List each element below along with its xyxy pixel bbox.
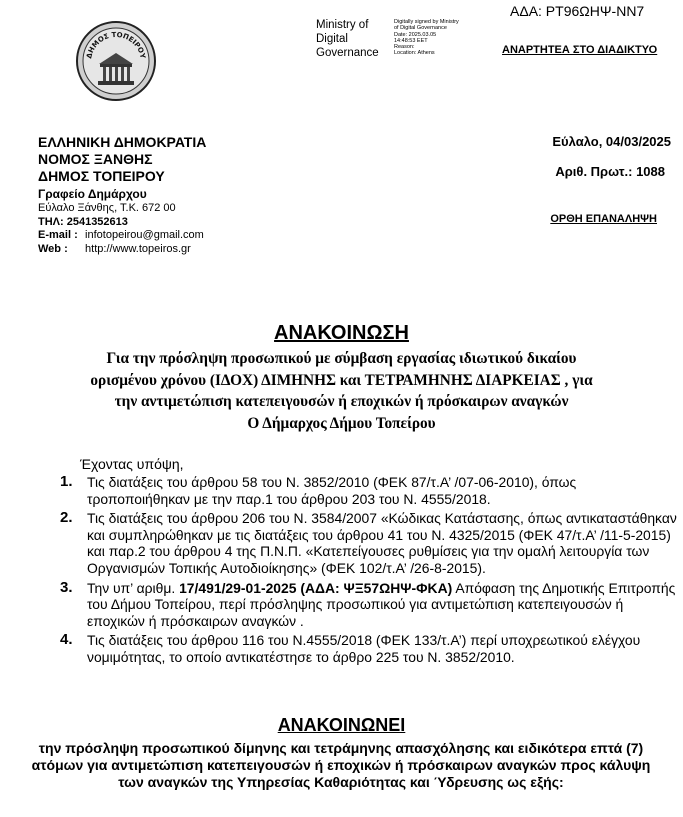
decision-reference: 17/491/29-01-2025 (ΑΔΑ: ΨΞ57ΩΗΨ-ΦΚΑ)	[179, 579, 453, 596]
correction-notice: ΟΡΘΗ ΕΠΑΝΑΛΗΨΗ	[550, 213, 657, 225]
item-number: 3.	[60, 578, 73, 596]
web-link[interactable]: http://www.topeiros.gr	[82, 242, 191, 255]
issuer-line: ΔΗΜΟΣ ΤΟΠΕΙΡΟΥ	[38, 168, 165, 184]
item-text: Τις διατάξεις του άρθρου 206 του Ν. 3584/2007 «Κώδικας Κατάστασης, όπως αντικαταστάθηκαν και συμπληρώθηκαν με τις διατάξεις του άρθρου 41 του Ν. 4325/2015 (ΦΕΚ 47/τ.Α’ /11-5-2015) και παρ.2 του άρθρου 4 της Π.Ν.Π. «Κατεπείγουσες ρυθμίσεις για την ομαλή λειτουργία των Οργανισμών Τοπικής Αυτοδιοίκησης» (ΦΕΚ 102/τ.Α’ /26-8-2015).	[87, 510, 677, 576]
declaration-text: την πρόσληψη προσωπικού δίμηνης και τετράμηνης απασχόλησης και ειδικότερα επτά (7) ατόμων για αντιμετώπιση κατεπειγουσών ή εποχικών ή πρόσκαιρων αναγκών προς κάλυψη των αναγκών της Υπηρεσίας Καθαριότητας και Ύδρευσης ως εξής:	[31, 740, 651, 790]
issuer-address: Εύλαλο Ξάνθης, Τ.Κ. 672 00	[38, 202, 176, 214]
list-item	[58, 580, 678, 630]
municipality-seal-logo	[75, 20, 157, 102]
item-text: Τις διατάξεις του άρθρου 58 του Ν. 3852/2010 (ΦΕΚ 87/τ.Α’ /07-06-2010), όπως τροποποιήθηκαν με την παρ.1 του άρθρου 203 του Ν. 4555/2018.	[87, 474, 577, 507]
subtitle-line: Ο Δήμαρχος Δήμου Τοπείρου	[247, 414, 436, 432]
ministry-line: Digital	[316, 33, 348, 45]
item-number: 2.	[60, 509, 73, 527]
list-item	[58, 510, 678, 576]
signature-line: 14:48:53 EET	[394, 37, 428, 44]
item-text-pre: Την υπ’ αριθμ.	[87, 579, 180, 596]
announcement-subtitle	[40, 348, 643, 434]
digital-signature-details	[394, 19, 489, 57]
list-item	[58, 474, 678, 507]
item-number: 1.	[60, 473, 73, 490]
ada-code: ΑΔΑ: ΡΤ96ΩΗΨ-ΝΝ7	[510, 3, 645, 19]
signature-line: of Digital Governance	[394, 25, 447, 32]
item-number: 4.	[60, 631, 73, 649]
issuer-web-row	[38, 243, 206, 257]
issuer-block	[38, 134, 206, 256]
item-text-post: Απόφαση της Δημοτικής Επιτροπής του Δήμου Τοπείρου, περί πρόσληψης προσωπικού για αντιμετώπιση κατεπειγουσών ή εποχικών ή πρόσκαιρων αναγκών .	[87, 579, 676, 629]
list-item	[58, 632, 678, 665]
issuer-line: ΝΟΜΟΣ ΞΑΝΘΗΣ	[38, 151, 153, 167]
item-text: Τις διατάξεις του άρθρου 116 του Ν.4555/2018 (ΦΕΚ 133/τ.Α’) περί υποχρεωτικού ελέγχου νομιμότητας, το οποίο αντικατέστησε το άρθρο 225 του Ν. 3852/2010.	[87, 632, 641, 665]
web-label: Web :	[38, 242, 68, 255]
subtitle-line: ορισμένου χρόνου (ΙΔΟΧ) ΔΙΜΗΝΗΣ και ΤΕΤΡΑΜΗΝΗΣ ΔΙΑΡΚΕΙΑΣ , για	[90, 371, 593, 389]
considerations-list	[58, 474, 678, 669]
announcement-title: ΑΝΑΚΟΙΝΩΣΗ	[274, 322, 409, 344]
protocol-number: Αριθ. Πρωτ.: 1088	[555, 164, 665, 179]
issuer-office: Γραφείο Δημάρχου	[38, 187, 147, 201]
subtitle-line: Για την πρόσληψη προσωπικού με σύμβαση εργασίας ιδιωτικού δικαίου	[106, 350, 577, 367]
issuer-line: ΕΛΛΗΝΙΚΗ ΔΗΜΟΚΡΑΤΙΑ	[38, 134, 207, 150]
ministry-signer	[316, 18, 379, 60]
email-label: E-mail :	[38, 229, 78, 241]
ministry-line: Ministry of	[316, 19, 369, 31]
document-date: Εύλαλο, 04/03/2025	[552, 134, 671, 149]
signature-line: Date: 2025.03.05	[394, 31, 437, 38]
issuer-phone: ΤΗΛ: 2541352613	[38, 215, 128, 228]
signature-line: Reason:	[394, 44, 415, 51]
signature-line: Location: Athens	[394, 50, 435, 57]
considerations-intro: Έχοντας υπόψη,	[80, 456, 184, 472]
email-value[interactable]: infotopeirou@gmail.com	[82, 229, 204, 241]
declaration-title: ΑΝΑΚΟΙΝΩΝΕΙ	[277, 715, 406, 735]
issuer-email-row	[38, 229, 206, 243]
ministry-line: Governance	[316, 47, 379, 59]
signature-line: Digitally signed by Ministry	[394, 19, 459, 25]
seal-text: ΔΗΜΟΣ ΤΟΠΕΙΡΟΥ	[85, 30, 147, 60]
publish-notice: ΑΝΑΡΤΗΤΕΑ ΣΤΟ ΔΙΑΔΙΚΤΥΟ	[502, 44, 658, 56]
subtitle-line: την αντιμετώπιση κατεπειγουσών ή εποχικών ή πρόσκαιρων αναγκών	[114, 393, 569, 410]
